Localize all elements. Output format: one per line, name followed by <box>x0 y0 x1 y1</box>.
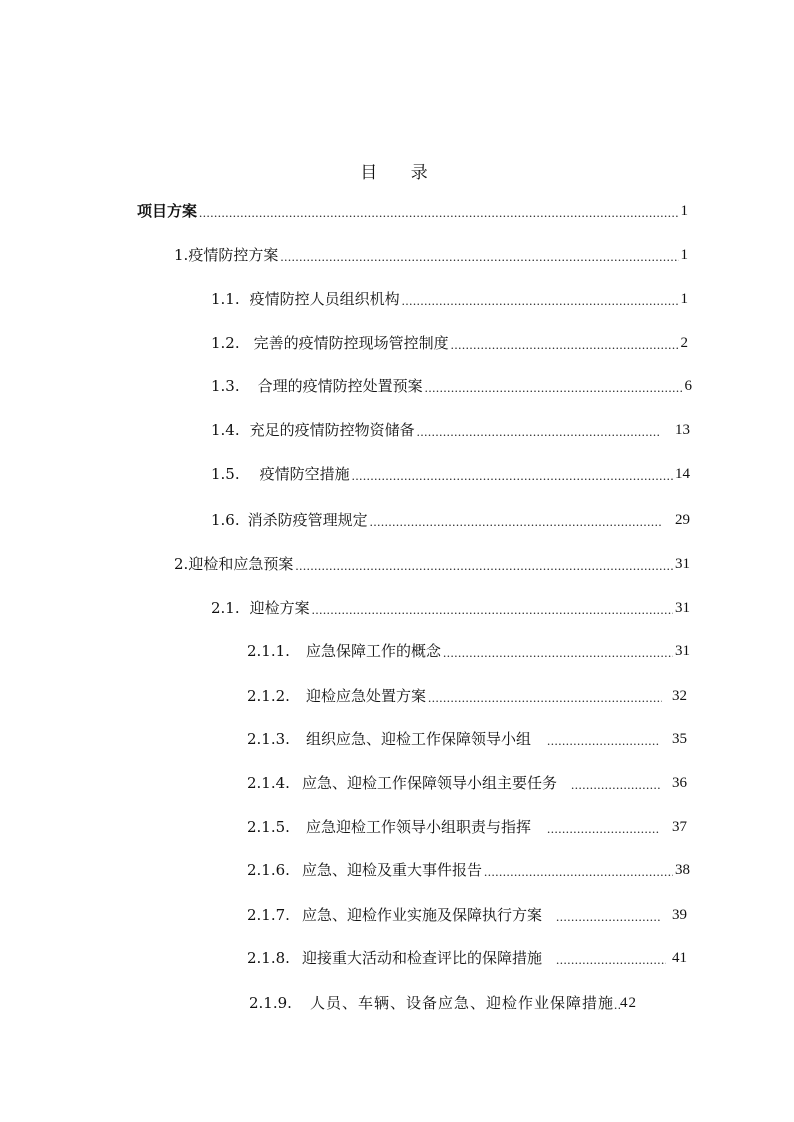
toc-entry[interactable] <box>211 287 688 311</box>
toc-entry-label: 消杀防疫管理规定 <box>247 511 368 529</box>
toc-entry[interactable] <box>211 462 690 486</box>
toc-entry-label: 疫情防控方案 <box>188 246 279 264</box>
toc-title: 目 录 <box>360 163 442 183</box>
toc-entry-label: 合理的疫情防控处置预案 <box>257 377 423 395</box>
toc-entry-label: 项目方案 <box>137 202 198 220</box>
toc-entry[interactable] <box>211 508 690 532</box>
toc-entry[interactable] <box>247 815 687 839</box>
toc-entry-number: 2.1.4. <box>247 774 290 792</box>
toc-entry-page: 31 <box>675 600 690 616</box>
toc-entry-page: 32 <box>672 688 687 704</box>
toc-entry-number: 2.1.1. <box>247 642 290 660</box>
toc-entry-page: 36 <box>672 775 687 791</box>
toc-entry[interactable] <box>247 858 690 882</box>
toc-entry-number: 2. <box>174 555 189 573</box>
toc-entry-page: 6 <box>684 378 692 394</box>
toc-entry[interactable] <box>249 991 693 1015</box>
toc-leader <box>417 422 661 442</box>
toc-entry-page: 41 <box>672 950 687 966</box>
toc-entry-number: 2.1.6. <box>247 861 290 879</box>
toc-leader <box>556 950 666 970</box>
toc-entry[interactable] <box>247 727 687 751</box>
toc-entry-page: 14 <box>675 466 690 482</box>
toc-entry-page: 31 <box>675 643 690 659</box>
toc-entry[interactable] <box>174 243 688 267</box>
toc-entry-label: 组织应急、迎检工作保障领导小组 <box>305 730 531 748</box>
toc-entry-label: 人员、车辆、设备应急、迎检作业保障措施 <box>309 994 614 1012</box>
toc-entry-label: 迎检应急处置方案 <box>305 687 426 705</box>
toc-entry-label: 迎检方案 <box>249 599 310 617</box>
toc-entry-number: 2.1. <box>211 599 240 617</box>
toc-leader <box>312 600 673 620</box>
toc-leader <box>571 775 660 795</box>
toc-leader <box>199 203 678 223</box>
toc-entry-label: 迎接重大活动和检查评比的保障措施 <box>301 949 542 967</box>
toc-entry[interactable] <box>174 552 690 576</box>
toc-entry-label: 迎检和应急预案 <box>188 555 294 573</box>
toc-entry-number: 2.1.3. <box>247 730 290 748</box>
toc-entry-number: 1.5. <box>211 465 240 483</box>
toc-entry[interactable] <box>247 771 687 795</box>
toc-entry-page: 35 <box>672 731 687 747</box>
toc-entry-page: 29 <box>675 512 690 528</box>
toc-entry-page: 1 <box>680 247 688 263</box>
toc-leader <box>547 731 660 751</box>
toc-entry-number: 2.1.8. <box>247 949 290 967</box>
toc-entry-label: 充足的疫情防控物资储备 <box>249 421 415 439</box>
toc-entry-label: 疫情防控人员组织机构 <box>249 290 400 308</box>
toc-entry[interactable] <box>247 903 687 927</box>
toc-leader <box>402 291 679 311</box>
toc-entry-number: 1.6. <box>211 511 240 529</box>
toc-leader <box>451 335 679 355</box>
toc-entry-page: 1 <box>680 291 688 307</box>
toc-entry[interactable] <box>211 596 690 620</box>
toc-entry-number: 1.2. <box>211 334 240 352</box>
toc-entry-page: 31 <box>675 556 690 572</box>
toc-entry-page: 13 <box>675 422 690 438</box>
toc-leader <box>370 512 661 532</box>
toc-entry-page: 2 <box>680 335 688 351</box>
toc-entry[interactable] <box>247 946 687 970</box>
toc-entry[interactable] <box>211 418 690 442</box>
toc-leader <box>556 907 660 927</box>
toc-entry-label: 疫情防空措施 <box>259 465 350 483</box>
toc-leader <box>280 247 678 267</box>
toc-entry-label: 完善的疫情防控现场管控制度 <box>253 334 449 352</box>
toc-entry-number: 2.1.7. <box>247 906 290 924</box>
toc-entry-label: 应急、迎检作业实施及保障执行方案 <box>301 906 542 924</box>
toc-leader <box>352 466 673 486</box>
toc-entry[interactable] <box>211 374 692 398</box>
toc-entry-number: 1. <box>174 246 189 264</box>
toc-entry-page: 37 <box>672 819 687 835</box>
toc-entry-number: 1.3. <box>211 377 240 395</box>
toc-entry[interactable] <box>211 331 688 355</box>
toc-entry-page: 1 <box>680 203 688 219</box>
toc-leader <box>443 643 673 663</box>
toc-leader <box>295 556 673 576</box>
toc-entry-number: 1.4. <box>211 421 240 439</box>
toc-entry-page: 38 <box>675 862 690 878</box>
toc-leader <box>547 819 660 839</box>
toc-leader <box>425 378 683 398</box>
toc-entry-label: 应急迎检工作领导小组职责与指挥 <box>305 818 531 836</box>
toc-entry-number: 2.1.2. <box>247 687 290 705</box>
toc-leader <box>484 862 673 882</box>
toc-leader <box>428 688 662 708</box>
toc-entry-number: 1.1. <box>211 290 240 308</box>
toc-entry-label: 应急保障工作的概念 <box>305 642 441 660</box>
toc-entry-label: 应急、迎检及重大事件报告 <box>301 861 482 879</box>
toc-entry-label: 应急、迎检工作保障领导小组主要任务 <box>301 774 557 792</box>
toc-entry[interactable] <box>137 199 688 223</box>
toc-entry[interactable] <box>247 684 687 708</box>
toc-entry-number: 2.1.9. <box>249 994 292 1012</box>
toc-entry[interactable] <box>247 639 690 663</box>
toc-entry-number: 2.1.5. <box>247 818 290 836</box>
toc-entry-page: 42 <box>619 995 637 1011</box>
toc-entry-page: 39 <box>672 907 687 923</box>
